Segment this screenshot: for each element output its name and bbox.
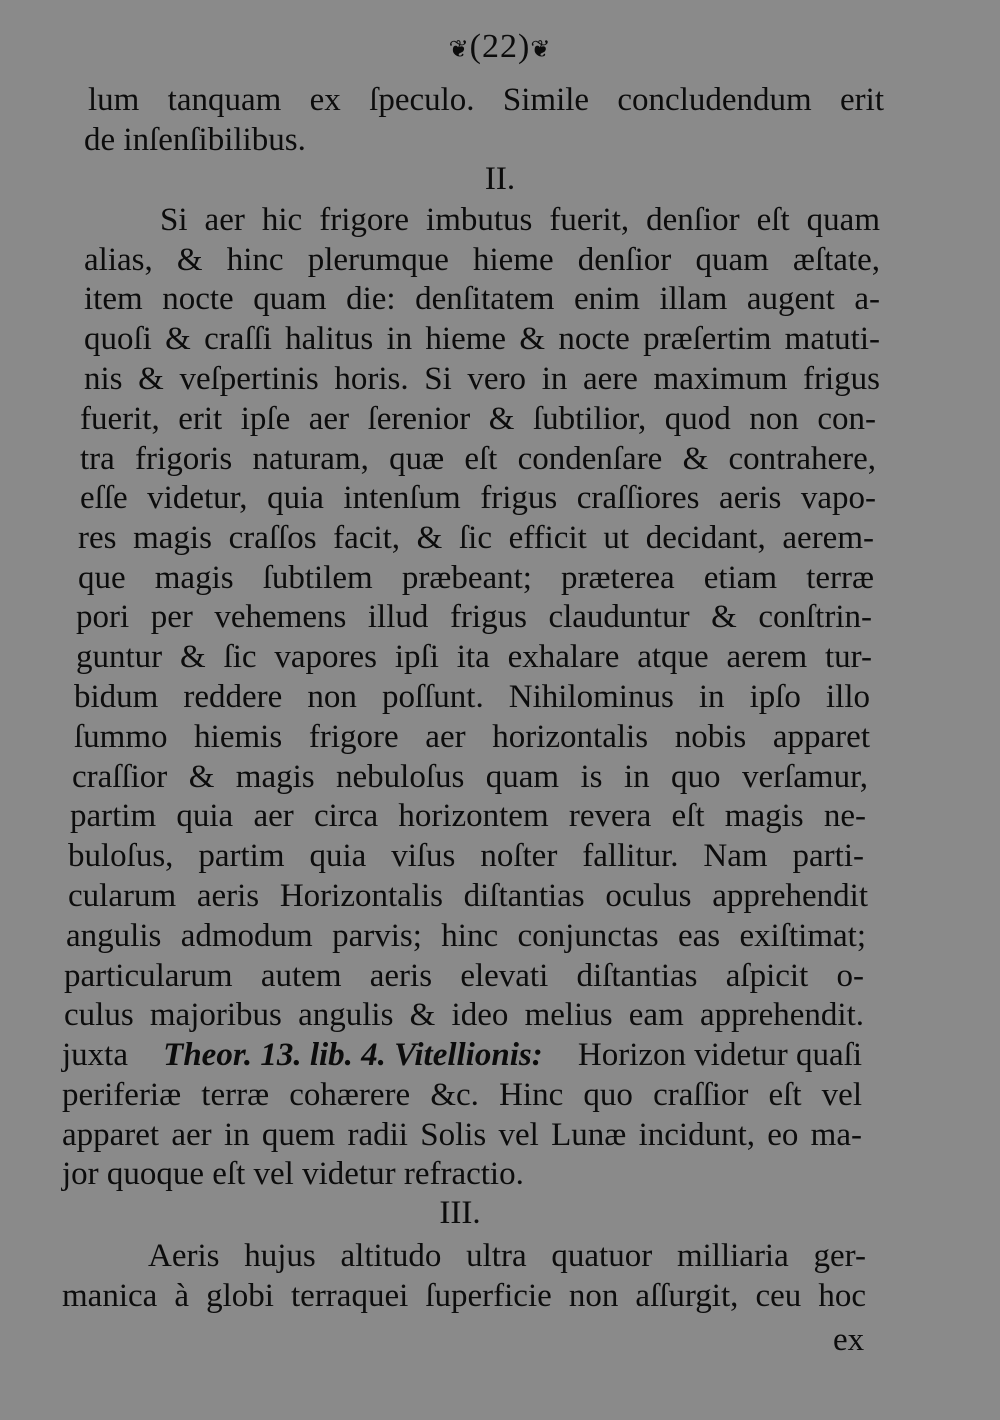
text-line: Aeris hujus altitudo ultra quatuor milliaria ger- <box>148 1238 866 1274</box>
citation: Theor. 13. lib. 4. Vitellionis: <box>163 1037 543 1073</box>
text-line: Si aer hic frigore imbutus fuerit, denſior eſt quam <box>160 202 880 238</box>
text-line: de inſenſibilibus. <box>84 122 306 158</box>
text-line: cularum aeris Horizontalis diſtantias oculus apprehendit <box>68 878 868 914</box>
text-line <box>62 1036 862 1074</box>
ornament-right-icon: ❦ <box>530 37 552 63</box>
page-header <box>0 28 1000 66</box>
text-line: nis & veſpertinis horis. Si vero in aere maximum frigus <box>84 361 880 397</box>
text-line: tra frigoris naturam, quæ eſt condenſare & contrahere, <box>80 441 876 477</box>
text-line: craſſior & magis nebuloſus quam is in quo verſamur, <box>72 759 868 795</box>
text-span: juxta <box>62 1037 128 1073</box>
text-line: jor quoque eſt vel videtur refractio. <box>62 1156 524 1192</box>
page-number: (22) <box>469 28 531 65</box>
text-line: manica à globi terraquei ſuperficie non aſſurgit, ceu hoc <box>62 1278 866 1314</box>
text-line: ſummo hiemis frigore aer horizontalis nobis apparet <box>74 719 870 755</box>
section-number: III. <box>439 1195 481 1231</box>
text-line: buloſus, partim quia viſus noſter fallitur. Nam parti- <box>68 838 864 874</box>
text-line: periferiæ terræ cohærere &c. Hinc quo craſſior eſt vel <box>62 1077 862 1113</box>
ornament-left-icon: ❦ <box>448 37 470 63</box>
text-line: eſſe videtur, quia intenſum frigus craſſiores aeris vapo- <box>80 480 876 516</box>
text-line: bidum reddere non poſſunt. Nihilominus in ipſo illo <box>74 679 870 715</box>
text-line: fuerit, erit ipſe aer ſerenior & ſubtilior, quod non con- <box>80 401 876 437</box>
section-number: II. <box>484 161 516 197</box>
text-span: Horizon videtur quaſi <box>577 1037 862 1073</box>
text-line: angulis admodum parvis; hinc conjunctas eas exiſtimat; <box>66 918 866 954</box>
text-line: particularum autem aeris elevati diſtantias aſpicit o- <box>64 958 864 994</box>
text-line: culus majoribus angulis & ideo melius eam apprehendit. <box>64 997 864 1033</box>
catchword: ex <box>833 1322 865 1358</box>
text-line: lum tanquam ex ſpeculo. Simile concludendum erit <box>88 82 884 118</box>
text-line: quoſi & craſſi halitus in hieme & nocte præſertim matuti- <box>84 321 880 357</box>
text-line: res magis craſſos facit, & ſic efficit ut decidant, aerem- <box>78 520 874 556</box>
text-line: guntur & ſic vapores ipſi ita exhalare atque aerem tur- <box>76 639 872 675</box>
text-line: que magis ſubtilem præbeant; præterea etiam terræ <box>78 560 874 596</box>
text-line: partim quia aer circa horizontem revera eſt magis ne- <box>70 798 866 834</box>
text-line: alias, & hinc plerumque hieme denſior quam æſtate, <box>84 242 880 278</box>
text-line: apparet aer in quem radii Solis vel Lunæ incidunt, eo ma- <box>62 1117 862 1153</box>
text-line: pori per vehemens illud frigus clauduntur & conſtrin- <box>76 599 872 635</box>
text-line: item nocte quam die: denſitatem enim illam augent a- <box>84 281 880 317</box>
